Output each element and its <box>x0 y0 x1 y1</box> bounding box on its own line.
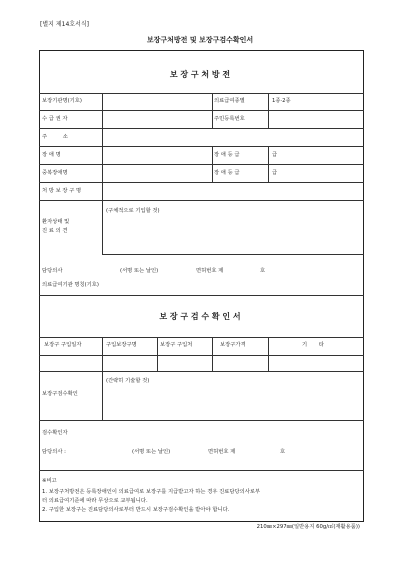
col-price: 보장구가격 <box>220 342 246 348</box>
document-title: 보장구처방전 및 보장구검수확인서 <box>146 36 254 44</box>
inspection-sign-hint: (서명 또는 날인) <box>132 449 171 455</box>
condition-label-1: 환자상태 및 <box>42 219 70 225</box>
inspection-heading: 보 장 구 검 수 확 인 서 <box>159 312 241 321</box>
benefit-type-label: 의료급여종별 <box>214 98 245 104</box>
condition-hint: (구체적으로 기입할 것) <box>106 208 160 214</box>
notes-title: ※비고 <box>42 478 57 484</box>
col-device-name: 구입보장구명 <box>106 342 137 348</box>
doctor-label: 담당의사 <box>42 268 63 274</box>
recipient-label: 수 급 권 자 <box>42 116 68 122</box>
disability-grade-label: 장 애 등 급 <box>214 152 240 158</box>
inspection-doctor-label: 담당의사 : <box>42 449 66 455</box>
form-label: [별지 제14호서식] <box>40 21 89 28</box>
col-vendor: 보장구 구입처 <box>160 342 193 348</box>
disability-name-label: 장 애 명 <box>42 152 61 158</box>
device-label: 처 방 보 장 구 명 <box>42 188 82 194</box>
notes-line-1: 1. 보장구처방전은 등록장애인이 의료급여로 보장구를 지급받고자 하는 경우 진료담당의사로부 <box>42 489 261 495</box>
notes-line-2: 2. 구입한 보장구는 진료담당의사로부터 반드시 보장구검수확인을 받아야 합니다. <box>42 507 230 513</box>
address-label: 주 소 <box>42 134 68 140</box>
dup-disability-grade-label: 장 애 등 급 <box>214 170 240 176</box>
prescription-heading: 보 장 구 처 방 전 <box>169 70 231 79</box>
dup-disability-name-label: 중복장애명 <box>42 170 68 176</box>
col-purchase-date: 보장구 구입일자 <box>44 342 82 348</box>
paper-spec: 210㎜×297㎜(일반용지 60g/㎡(재활용품)) <box>256 524 360 530</box>
sign-hint: (서명 또는 날인) <box>120 268 159 274</box>
condition-label-2: 진 료 의 견 <box>42 228 68 234</box>
license-suffix: 호 <box>260 268 266 274</box>
disability-grade-suffix: 급 <box>272 152 278 158</box>
inspection-license-suffix: 호 <box>280 449 286 455</box>
license-label: 면허번호 제 <box>196 268 224 274</box>
inspection-license-label: 면허번호 제 <box>208 449 236 455</box>
notes-line-1b: 터 의료급여기준에 따라 무상으로 교부됩니다. <box>42 498 148 504</box>
medical-institution-label: 의료급여기관 명칭(기호) <box>42 282 99 288</box>
dup-disability-grade-suffix: 급 <box>272 170 278 176</box>
result-hint: (간략히 기술할 것) <box>106 378 150 384</box>
resident-no-label: 주민등록번호 <box>214 116 245 122</box>
inspector-label: 검수확인자 <box>42 430 68 436</box>
result-label: 보장구검수확인 <box>42 391 78 397</box>
benefit-type-value: 1종·2종 <box>272 98 291 104</box>
col-etc: 기 타 <box>302 342 324 348</box>
institution-label: 보장기관명(기호) <box>42 98 82 104</box>
